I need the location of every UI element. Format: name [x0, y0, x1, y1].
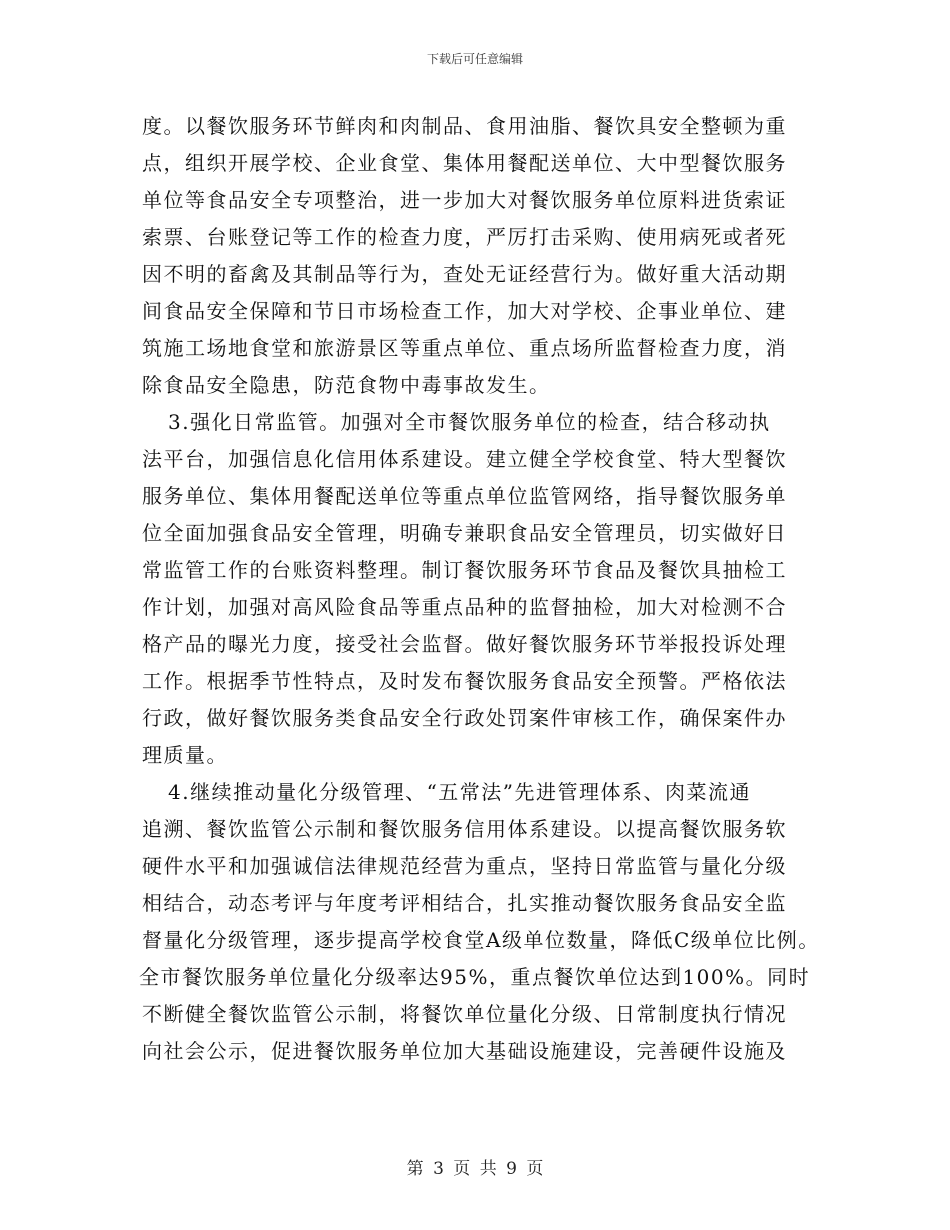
text-line: 常监管工作的台账资料整理。制订餐饮服务环节食品及餐饮具抽检工	[142, 558, 787, 582]
text-line: 工作。根据季节性特点，及时发布餐饮服务食品安全预警。严格依法	[142, 669, 787, 693]
text-line: 度。以餐饮服务环节鲜肉和肉制品、食用油脂、餐饮具安全整顿为重	[142, 114, 787, 138]
text-line: 筑施工场地食堂和旅游景区等重点单位、重点场所监督检查力度，消	[142, 336, 787, 360]
text-line: 除食品安全隐患，防范食物中毒事故发生。	[142, 373, 551, 397]
page-number-footer: 第 3 页 共 9 页	[406, 1159, 544, 1179]
text-line: 理质量。	[142, 743, 228, 767]
text-line: 不断健全餐饮监管公示制，将餐饮单位量化分级、日常制度执行情况	[142, 1002, 787, 1026]
text-line: 服务单位、集体用餐配送单位等重点单位监管网络，指导餐饮服务单	[142, 484, 787, 508]
text-line: 向社会公示，促进餐饮服务单位加大基础设施建设，完善硬件设施及	[142, 1039, 787, 1063]
page-header: 下载后可任意编辑	[426, 52, 523, 66]
paragraph-2	[142, 404, 827, 774]
text-line: 3.强化日常监管。加强对全市餐饮服务单位的检查，结合移动执	[168, 410, 771, 434]
text-line: 索票、台账登记等工作的检查力度，严厉打击采购、使用病死或者死	[142, 225, 787, 249]
text-line: 行政，做好餐饮服务类食品安全行政处罚案件审核工作，确保案件办	[142, 706, 787, 730]
text-line: 格产品的曝光力度，接受社会监督。做好餐饮服务环节举报投诉处理	[142, 632, 787, 656]
text-line: 督量化分级管理，逐步提高学校食堂A级单位数量，降低C级单位比例。	[142, 928, 820, 952]
text-line: 追溯、餐饮监管公示制和餐饮服务信用体系建设。以提高餐饮服务软	[142, 817, 787, 841]
text-line: 位全面加强食品安全管理，明确专兼职食品安全管理员，切实做好日	[142, 521, 787, 545]
text-line: 点，组织开展学校、企业食堂、集体用餐配送单位、大中型餐饮服务	[142, 151, 787, 175]
paragraph-1	[142, 108, 827, 404]
text-line: 硬件水平和加强诚信法律规范经营为重点，坚持日常监管与量化分级	[142, 854, 787, 878]
text-line: 间食品安全保障和节日市场检查工作，加大对学校、企事业单位、建	[142, 299, 787, 323]
text-line: 单位等食品安全专项整治，进一步加大对餐饮服务单位原料进货索证	[142, 188, 787, 212]
text-line: 全市餐饮服务单位量化分级率达95%，重点餐饮单位达到100%。同时	[139, 965, 811, 989]
paragraph-3	[139, 774, 827, 1070]
document-body	[139, 108, 827, 1070]
text-line: 4.继续推动量化分级管理、“五常法”先进管理体系、肉菜流通	[168, 780, 752, 804]
text-line: 相结合，动态考评与年度考评相结合，扎实推动餐饮服务食品安全监	[142, 891, 787, 915]
text-line: 因不明的畜禽及其制品等行为，查处无证经营行为。做好重大活动期	[142, 262, 787, 286]
text-line: 作计划，加强对高风险食品等重点品种的监督抽检，加大对检测不合	[142, 595, 787, 619]
text-line: 法平台，加强信息化信用体系建设。建立健全学校食堂、特大型餐饮	[142, 447, 787, 471]
